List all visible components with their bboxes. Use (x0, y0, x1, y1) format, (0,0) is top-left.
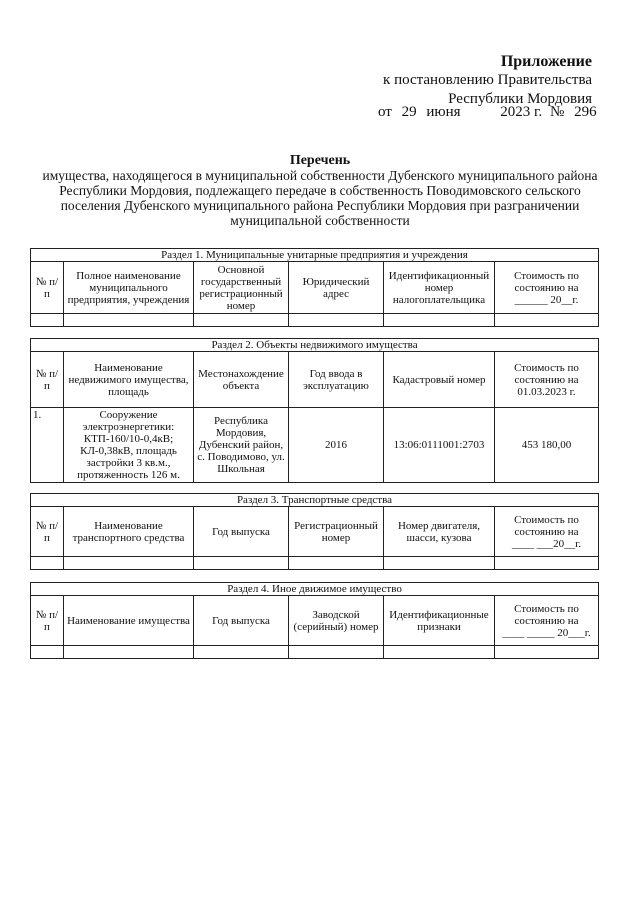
col-name: Наименование недвижимого имущества, площадь (64, 352, 194, 408)
appendix-line-1: к постановлению Правительства (383, 72, 592, 88)
col-year: Год ввода в эксплуатацию (289, 352, 384, 408)
col-engine-number: Номер двигателя, шасси, кузова (384, 507, 495, 557)
col-location: Местонахождение объекта (194, 352, 289, 408)
section-2-table (30, 338, 599, 483)
col-ogrn: Основной государственный регистрационный номер (194, 262, 289, 314)
document-title (30, 153, 610, 228)
section-4-title: Раздел 4. Иное движимое имущество (31, 583, 599, 596)
col-name: Полное наименование муниципального предприятия, учреждения (64, 262, 194, 314)
col-num: № п/п (31, 507, 64, 557)
col-cost-label: Стоимость по состоянию на (514, 513, 579, 538)
date-month: июня (426, 104, 461, 120)
col-name: Наименование транспортного средства (64, 507, 194, 557)
row-name: Сооружение электроэнергетики: КТП-160/10-0,4кВ; КЛ-0,38кВ, площадь застройки 3 кв.м., протяженность 126 м. (64, 408, 194, 483)
section-2-title: Раздел 2. Объекты недвижимого имущества (31, 339, 599, 352)
appendix-title: Приложение (500, 53, 592, 70)
table-row (31, 646, 599, 659)
col-identifiers: Идентификационные признаки (384, 596, 495, 646)
col-cost-date: ____ ___20__г. (511, 537, 582, 550)
row-location: Республика Мордовия, Дубенский район, с. Поводимово, ул. Школьная (194, 408, 289, 483)
section-1-table (30, 248, 599, 327)
col-cost (495, 262, 599, 314)
col-cost-label: Стоимость по состоянию на (514, 602, 579, 627)
col-name: Наименование имущества (64, 596, 194, 646)
appendix-header (383, 52, 592, 109)
title-line-3: поселения Дубенского муниципального района Республики Мордовия при разграничении (60, 198, 580, 213)
col-year: Год выпуска (194, 596, 289, 646)
col-cadastral: Кадастровый номер (384, 352, 495, 408)
date-year: 2023 г. (500, 104, 543, 120)
col-num: № п/п (31, 596, 64, 646)
title-line-1: имущества, находящегося в муниципальной собственности Дубенского муниципального района (42, 168, 598, 183)
col-serial-number: Заводской (серийный) номер (289, 596, 384, 646)
col-num: № п/п (31, 262, 64, 314)
col-address: Юридический адрес (289, 262, 384, 314)
col-cost-label: Стоимость по состоянию на (514, 269, 579, 294)
col-cost (495, 596, 599, 646)
col-cost-date: ______ 20__г. (514, 293, 579, 306)
section-3-table (30, 493, 599, 570)
col-cost (495, 507, 599, 557)
decree-number: 296 (574, 104, 597, 120)
number-sign: № (550, 104, 565, 120)
row-num: 1. (31, 408, 64, 483)
section-3-title: Раздел 3. Транспортные средства (31, 494, 599, 507)
table-row (31, 557, 599, 570)
date-day: 29 (401, 104, 417, 120)
title-heading: Перечень (289, 153, 351, 168)
section-4-table (30, 582, 599, 659)
date-prefix: от (378, 104, 392, 120)
col-num: № п/п (31, 352, 64, 408)
col-cost: Стоимость по состоянию на 01.03.2023 г. (495, 352, 599, 408)
row-year: 2016 (289, 408, 384, 483)
title-line-2: Республики Мордовия, подлежащего передаче в собственность Поводимовского сельского (59, 183, 581, 198)
table-row (31, 408, 599, 483)
row-cost: 453 180,00 (495, 408, 599, 483)
col-year: Год выпуска (194, 507, 289, 557)
appendix-line-2: Республики Мордовия (448, 91, 592, 107)
decree-date-line (378, 104, 597, 121)
row-cadastral: 13:06:0111001:2703 (384, 408, 495, 483)
col-reg-number: Регистрационный номер (289, 507, 384, 557)
table-row (31, 314, 599, 327)
section-1-title: Раздел 1. Муниципальные унитарные предприятия и учреждения (31, 249, 599, 262)
title-line-4: муниципальной собственности (230, 213, 410, 228)
col-inn: Идентификационный номер налогоплательщика (384, 262, 495, 314)
col-cost-date: ____ _____ 20___г. (502, 626, 591, 639)
